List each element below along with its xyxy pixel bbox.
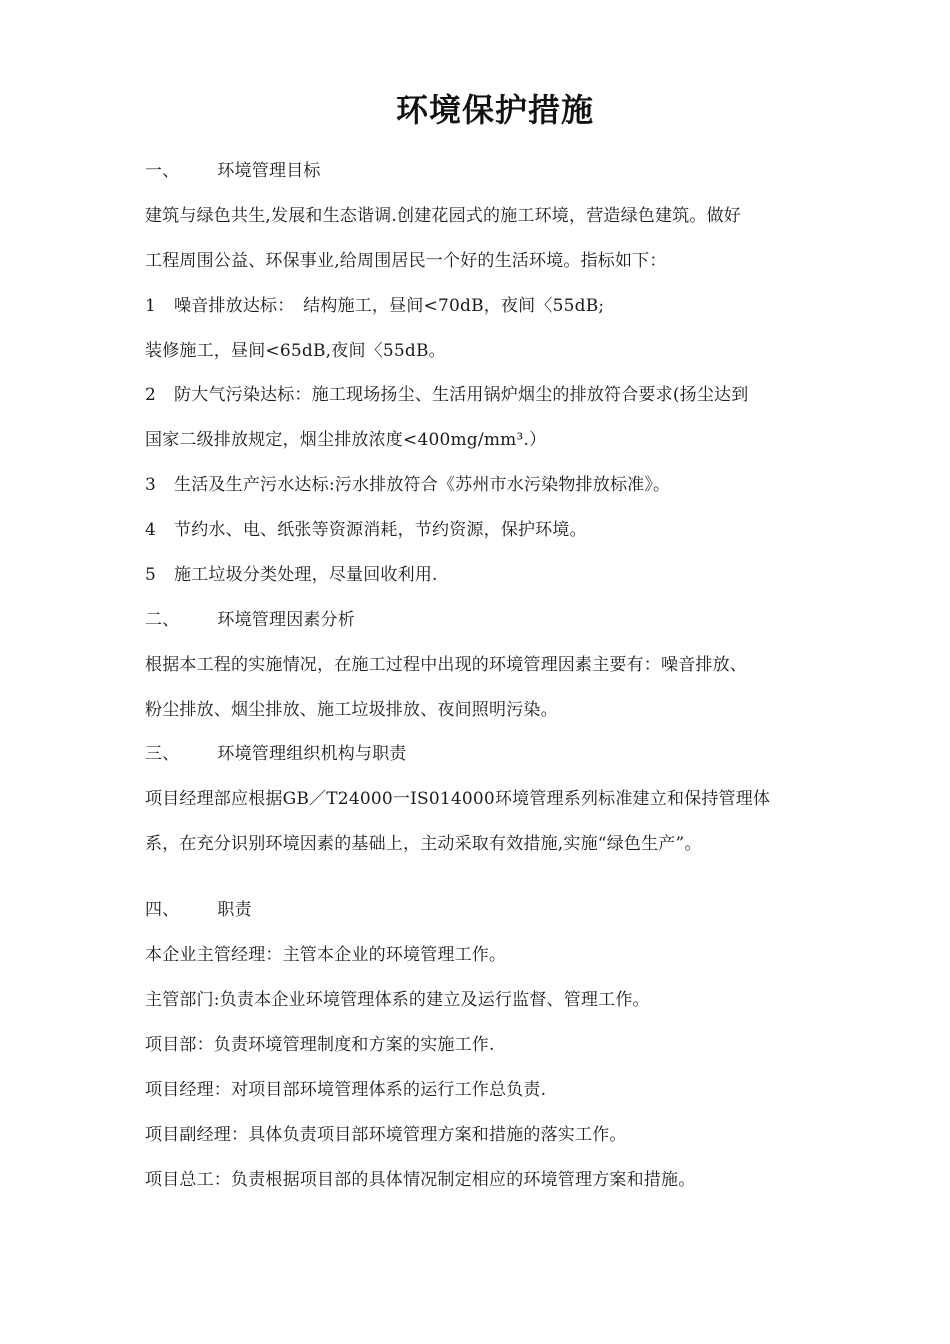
item-number: 3 — [145, 475, 157, 495]
section-heading-1 — [145, 159, 321, 183]
duty-line: 项目总工：负责根据项目部的具体情况制定相应的环境管理方案和措施。 — [145, 1170, 696, 1190]
section-number: 四、 — [145, 900, 180, 920]
item-text: 防大气污染达标：施工现场扬尘、生活用锅炉烟尘的排放符合要求(扬尘达到 — [174, 385, 749, 405]
list-item-continuation: 装修施工，昼间<65dB,夜间〈55dB。 — [145, 341, 446, 361]
list-item-2 — [145, 383, 748, 407]
item-number: 5 — [145, 565, 157, 585]
section-title: 职责 — [217, 900, 252, 920]
duty-line: 主管部门:负责本企业环境管理体系的建立及运行监督、管理工作。 — [145, 990, 650, 1010]
list-item-5 — [145, 563, 438, 587]
paragraph-line: 系，在充分识别环境因素的基础上，主动采取有效措施,实施“绿色生产”。 — [145, 834, 702, 854]
section-number: 一、 — [145, 161, 180, 181]
paragraph-line: 粉尘排放、烟尘排放、施工垃圾排放、夜间照明污染。 — [145, 700, 558, 720]
paragraph-line: 建筑与绿色共生,发展和生态谐调.创建花园式的施工环境，营造绿色建筑。做好 — [145, 206, 742, 226]
page-title: 环境保护措施 — [395, 91, 594, 129]
duty-line: 项目经理：对项目部环境管理体系的运行工作总负责. — [145, 1080, 547, 1100]
paragraph-line: 项目经理部应根据GB／T24000一IS014000环境管理系列标准建立和保持管理体 — [145, 789, 771, 809]
item-text: 施工垃圾分类处理，尽量回收利用. — [174, 565, 438, 585]
paragraph-line: 工程周围公益、环保事业,给周围居民一个好的生活环境。指标如下： — [145, 251, 667, 271]
paragraph-line: 根据本工程的实施情况，在施工过程中出现的环境管理因素主要有：噪音排放、 — [145, 655, 747, 675]
item-number: 4 — [145, 520, 157, 540]
item-number: 1 — [145, 296, 157, 316]
section-title: 环境管理目标 — [217, 161, 321, 181]
list-item-4 — [145, 518, 587, 542]
item-number: 2 — [145, 385, 157, 405]
list-item-1 — [145, 294, 604, 318]
section-title: 环境管理因素分析 — [217, 610, 356, 630]
section-heading-2 — [145, 608, 355, 632]
section-number: 二、 — [145, 610, 180, 630]
section-number: 三、 — [145, 744, 180, 764]
duty-line: 本企业主管经理：主管本企业的环境管理工作。 — [145, 945, 507, 965]
section-heading-3 — [145, 742, 407, 766]
item-text: 生活及生产污水达标:污水排放符合《苏州市水污染物排放标准》。 — [174, 475, 671, 495]
item-text: 噪音排放达标： 结构施工，昼间<70dB，夜间〈55dB; — [174, 296, 605, 316]
list-item-continuation: 国家二级排放规定，烟尘排放浓度<400mg/mm³.） — [145, 430, 547, 450]
section-title: 环境管理组织机构与职责 — [217, 744, 407, 764]
item-text: 节约水、电、纸张等资源消耗，节约资源，保护环境。 — [174, 520, 587, 540]
section-heading-4 — [145, 898, 252, 922]
list-item-3 — [145, 473, 670, 497]
duty-line: 项目部：负责环境管理制度和方案的实施工作. — [145, 1035, 495, 1055]
duty-line: 项目副经理：具体负责项目部环境管理方案和措施的落实工作。 — [145, 1125, 627, 1145]
